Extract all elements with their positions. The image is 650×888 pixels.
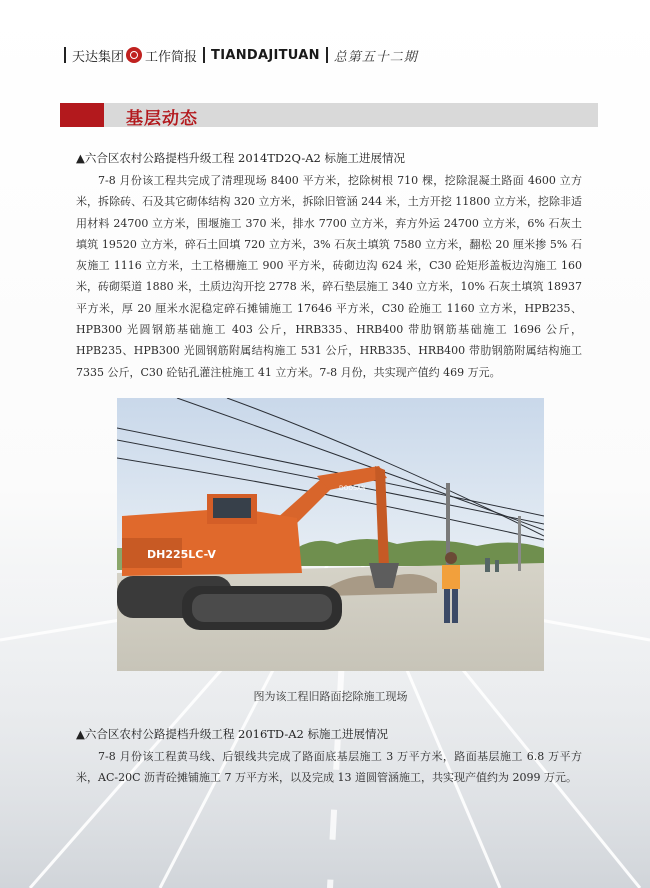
article-1	[76, 150, 582, 383]
header-divider	[203, 47, 205, 63]
article-2	[76, 726, 582, 789]
section-accent-block	[60, 103, 104, 127]
excavator-model-label: DH225LC-V	[147, 548, 216, 561]
brand-english: TIANDAJITUAN	[211, 47, 320, 63]
excavator-brand-label: DOOSAN	[339, 485, 366, 492]
article-1-heading: ▲六合区农村公路提档升级工程 2014TD2Q-A2 标施工进展情况	[76, 151, 405, 165]
company-logo-icon	[126, 47, 142, 63]
article-2-text: 7-8 月份该工程黄马线、后银线共完成了路面底基层施工 3 万平方米，路面基层施工 6.8 万平方米，AC-20C 沥青砼摊铺施工 7 万平方米，以及完成 13 道圆管涵施工，共实现产值约为 2099 万元。	[76, 750, 582, 785]
article-2-body	[76, 746, 582, 789]
section-bar	[60, 103, 598, 127]
tree-line	[297, 539, 544, 566]
brand-chinese: 天达集团	[72, 49, 125, 65]
article-1-body	[76, 170, 582, 383]
issue-number: 总第五十二期	[333, 49, 418, 65]
photo-caption: 图为该工程旧路面挖除施工现场	[253, 690, 408, 703]
header-divider	[64, 47, 66, 63]
page-header	[58, 44, 418, 66]
utility-pole	[518, 516, 521, 571]
article-2-heading: ▲六合区农村公路提档升级工程 2016TD-A2 标施工进展情况	[76, 727, 389, 741]
excavator-scene	[117, 398, 544, 671]
section-title: 基层动态	[126, 109, 198, 129]
bulletin-title: 工作简报	[145, 49, 198, 65]
construction-photo	[117, 398, 544, 671]
article-1-text: 7-8 月份该工程共完成了清理现场 8400 平方米，挖除树根 710 棵，挖除混凝土路面 4600 立方米，拆除砖、石及其它砌体结构 320 立方米，拆除旧管涵 244 米，土方开挖 11800 立方米，挖除非适用材料 24700 立方米，围堰施工 370 米，排水 7700 立方米，弃方外运 24700 立方米，6% 石灰土填筑 19520 立方米，碎石土回填 720 立方米，3% 石灰土填筑 7580 立方米，翻松 20 厘米掺 5% 石灰施工 1116 立方米，土工格栅施工 900 平方米，砖砌边沟 624 米，C30 砼矩形盖板边沟施工 160 米，砖砌渠道 1880 米，土质边沟开挖 2778 米，碎石垫层施工 340 立方米，10% 石灰土填筑 18937 平方米，厚 20 厘米水泥稳定碎石摊铺施工 17646 平方米，C30 砼施工 1160 立方米，HPB235、HPB300 光圆钢筋基础施工 403 公斤，HRB335、HRB400 带肋钢筋基础施工 1696 公斤，HPB235、HPB300 光圆钢筋附属结构施工 531 公斤，HRB335、HRB400 带肋钢筋附属结构施工 7335 公斤，C30 砼钻孔灌注桩施工 41 立方米。7-8 月份，共实现产值约 469 万元。	[76, 174, 582, 379]
header-divider	[326, 47, 328, 63]
